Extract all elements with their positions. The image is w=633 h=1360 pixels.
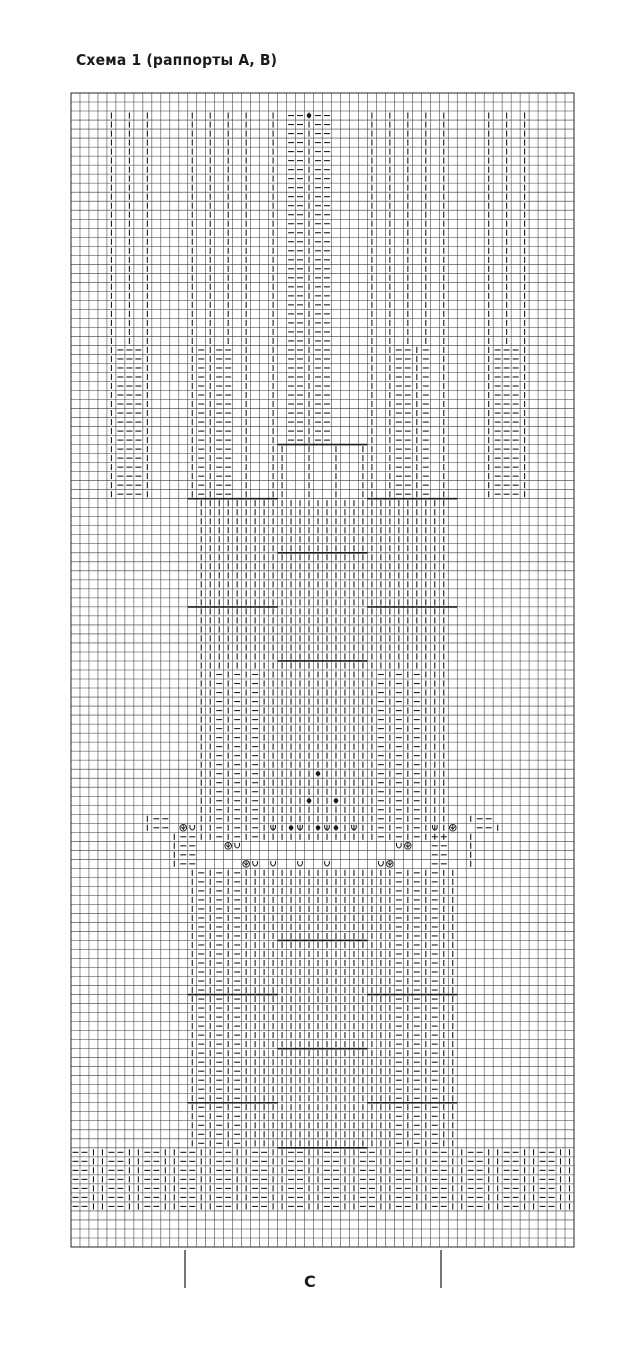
- decrease-arrow: [244, 861, 248, 866]
- bobble-symbol: [334, 825, 339, 830]
- decrease-arrow: [406, 843, 410, 848]
- bobble-symbol: [289, 825, 294, 830]
- decrease-arrow: [451, 825, 455, 830]
- yarn-over-symbol: [325, 861, 330, 866]
- decrease-arrow: [181, 825, 185, 830]
- yarn-over-symbol: [298, 861, 303, 866]
- bobble-symbol: [334, 798, 339, 803]
- chart-grid: [71, 93, 574, 1247]
- yarn-over-symbol: [235, 843, 240, 848]
- yarn-over-symbol: [397, 843, 402, 848]
- yarn-over-symbol: [271, 861, 276, 866]
- bobble-symbol: [316, 825, 321, 830]
- yarn-over-symbol: [379, 861, 384, 866]
- repeat-label: С: [304, 1272, 316, 1291]
- decrease-arrow: [226, 843, 230, 848]
- yarn-over-symbol: [253, 861, 258, 866]
- bobble-symbol: [307, 113, 312, 118]
- bobble-symbol: [316, 771, 321, 776]
- grid-lines: [71, 93, 574, 1247]
- bobble-symbol: [307, 798, 312, 803]
- yarn-over-symbol: [190, 825, 195, 830]
- chart-title: Схема 1 (раппорты А, В): [76, 51, 278, 69]
- decrease-arrow: [388, 861, 392, 866]
